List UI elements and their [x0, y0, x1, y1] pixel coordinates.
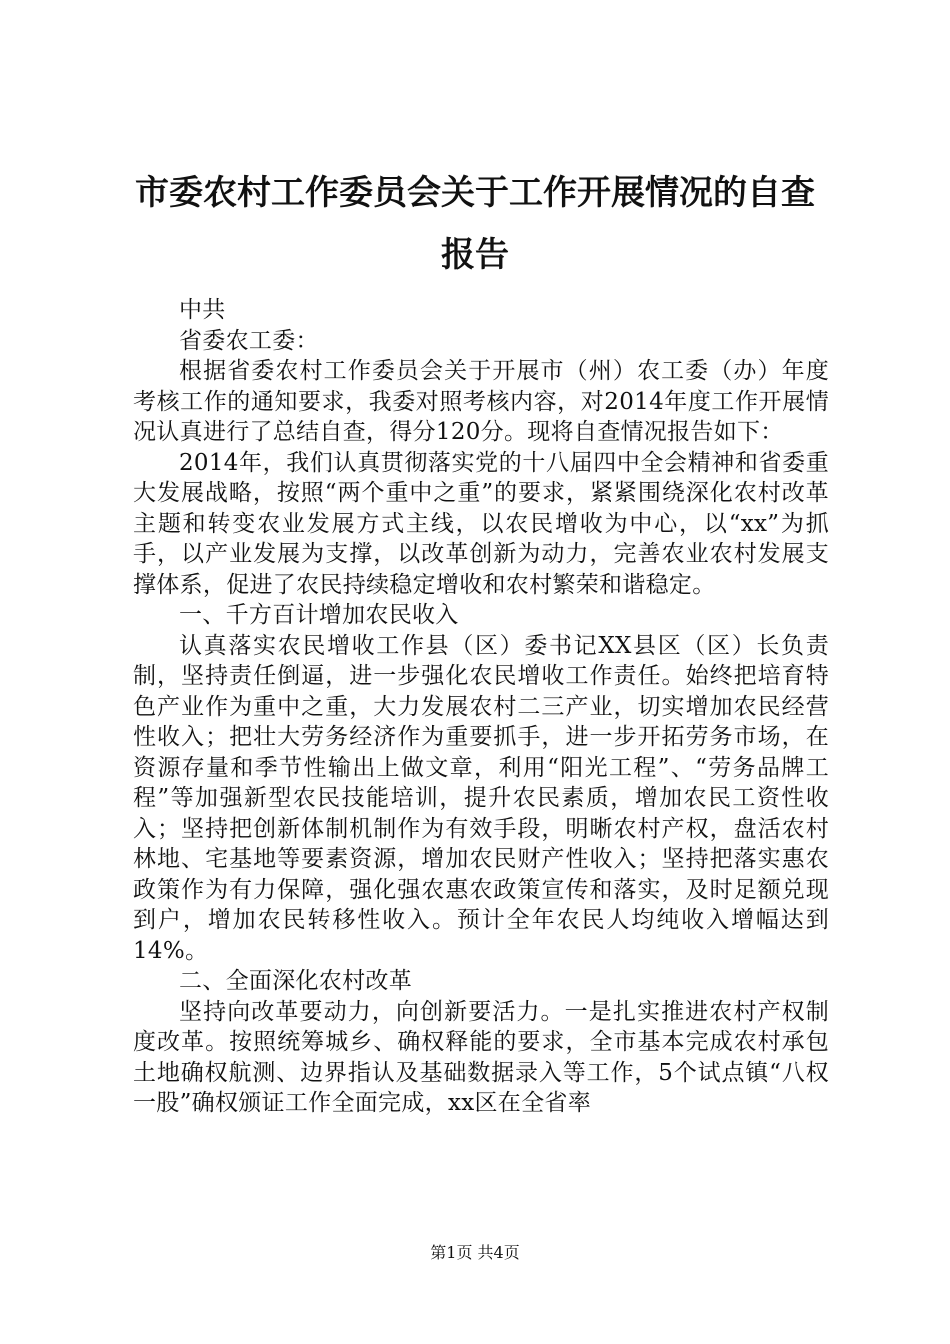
page-footer: 第1页 共4页 — [430, 1243, 520, 1262]
section-heading-1: 一、千方百计增加农民收入 — [179, 602, 459, 628]
paragraph-intro: 根据省委农村工作委员会关于开展市（州）农工委（办）年度考核工作的通知要求，我委对照考核内容，对2014年度工作开展情况认真进行了总结自查，得分120分。现将自查情况报告如下： — [133, 358, 829, 445]
section-heading-2: 二、全面深化农村改革 — [179, 968, 412, 994]
paragraph-section-1: 认真落实农民增收工作县（区）委书记XX县区（区）长负责制，坚持责任倒逼，进一步强化农民增收工作责任。始终把培育特色产业作为重中之重，大力发展农村二三产业，切实增加农民经营性收入；把壮大劳务经济作为重要抓手，进一步开拓劳务市场，在资源存量和季节性输出上做文章，利用“阳光工程”、“劳务品牌工程”等加强新型农民技能培训，提升农民素质，增加农民工资性收入；坚持把创新体制机制作为有效手段，明晰农村产权，盘活农村林地、宅基地等要素资源，增加农民财产性收入；坚持把落实惠农政策作为有力保障，强化强农惠农政策宣传和落实，及时足额兑现到户，增加农民转移性收入。预计全年农民人均纯收入增幅达到14%。 — [133, 632, 829, 964]
document-body — [133, 295, 829, 1119]
paragraph-summary: 2014年，我们认真贯彻落实党的十八届四中全会精神和省委重大发展战略，按照“两个重中之重”的要求，紧紧围绕深化农村改革主题和转变农业发展方式主线，以农民增收为中心，以“xx”为抓手，以产业发展为支撑，以改革创新为动力，完善农业农村发展支撑体系，促进了农民持续稳定增收和农村繁荣和谐稳定。 — [133, 449, 829, 598]
paragraph-salutation-1: 中共 — [179, 297, 226, 323]
paragraph-section-2: 坚持向改革要动力，向创新要活力。一是扎实推进农村产权制度改革。按照统筹城乡、确权释能的要求，全市基本完成农村承包土地确权航测、边界指认及基础数据录入等工作，5个试点镇“八权一股”确权颁证工作全面完成，xx区在全省率 — [133, 998, 829, 1116]
paragraph-salutation-2: 省委农工委： — [179, 327, 319, 354]
document-title: 市委农村工作委员会关于工作开展情况的自查报告 — [135, 173, 815, 275]
